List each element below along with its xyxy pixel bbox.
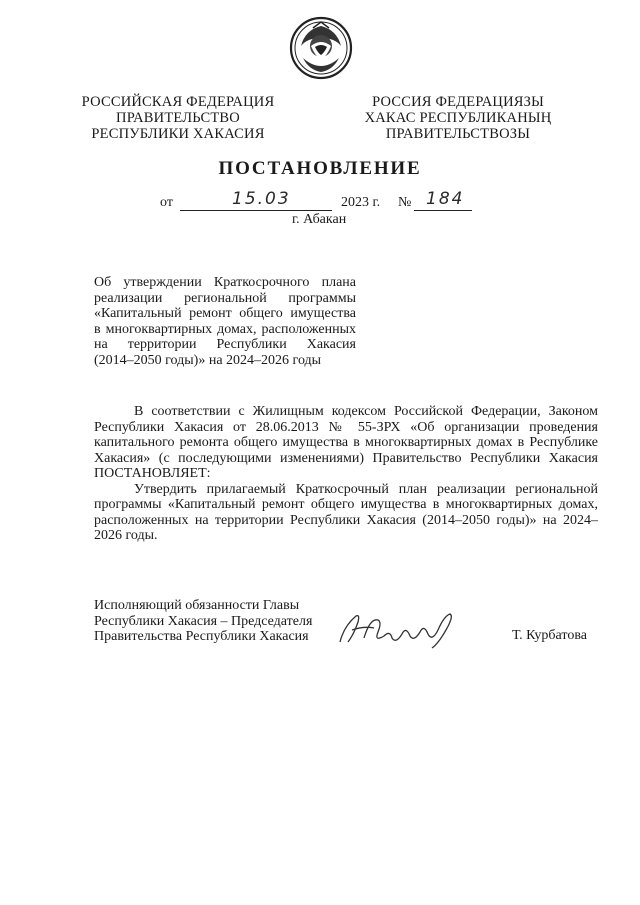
header-left-line-2: ПРАВИТЕЛЬСТВО xyxy=(116,110,240,126)
header-right-line-1: РОССИЯ ФЕДЕРАЦИЯЗЫ xyxy=(372,94,544,110)
header-left xyxy=(80,94,276,142)
city: г. Абакан xyxy=(292,212,347,227)
document-title: ПОСТАНОВЛЕНИЕ xyxy=(218,158,422,179)
subject-line-3: «Капитальный ремонт общего имущества xyxy=(94,306,356,321)
subject-line-5: на территории Республики Хакасия xyxy=(94,337,356,352)
subject-line-4: в многоквартирных домах, расположенных xyxy=(94,321,356,337)
header-right-line-3: ПРАВИТЕЛЬСТВОЗЫ xyxy=(385,126,531,142)
signatory-name: Т. Курбатова xyxy=(512,628,587,643)
subject-line-2: реализации региональной программы xyxy=(94,290,356,306)
number-underline xyxy=(414,210,472,211)
signature-position-line-3: Правительства Республики Хакасия xyxy=(94,629,309,644)
date-prefix: от xyxy=(160,195,173,210)
number-sign: № xyxy=(398,195,412,210)
header-left-line-1: РОССИЙСКАЯ ФЕДЕРАЦИЯ xyxy=(81,94,275,110)
signature-position-line-1: Исполняющий обязанности Главы xyxy=(94,598,300,613)
header-left-line-3: РЕСПУБЛИКИ ХАКАСИЯ xyxy=(91,126,265,142)
handwritten-signature xyxy=(334,608,464,650)
body-paragraph-1: В соответствии с Жилищным кодексом Российской Федерации, Законом Республики Хакасия от 28.06.2013 № 55-ЗРХ «Об организации проведения капитального ремонта общего имущества в многоквартирных домах в Республике Хакасия» (с последующими изменениями) Правительство Республики Хакасия ПОСТАНОВЛЯЕТ: xyxy=(94,404,598,481)
signature-position-line-2: Республики Хакасия – Председателя xyxy=(94,613,313,629)
document-subject xyxy=(94,275,356,368)
number-handwritten: 184 xyxy=(426,189,465,209)
date-handwritten: 15.03 xyxy=(232,189,291,209)
subject-line-6: (2014–2050 годы)» на 2024–2026 годы xyxy=(94,352,322,368)
header-right xyxy=(360,94,556,142)
date-year: 2023 г. xyxy=(341,195,381,210)
body-paragraph-2: Утвердить прилагаемый Краткосрочный план реализации региональной программы «Капитальный ремонт общего имущества в многоквартирных домах, расположенных на территории Республики Хакасия (2014–2050 годы)» на 2024–2026 годы. xyxy=(94,481,598,543)
header-right-line-2: ХАКАС РЕСПУБЛИКАНЫҢ xyxy=(364,110,552,126)
subject-line-1: Об утверждении Краткосрочного плана xyxy=(94,275,356,290)
document-body xyxy=(94,404,598,544)
coat-of-arms-icon xyxy=(289,16,353,80)
date-underline xyxy=(180,210,332,211)
signature-position xyxy=(94,598,334,645)
